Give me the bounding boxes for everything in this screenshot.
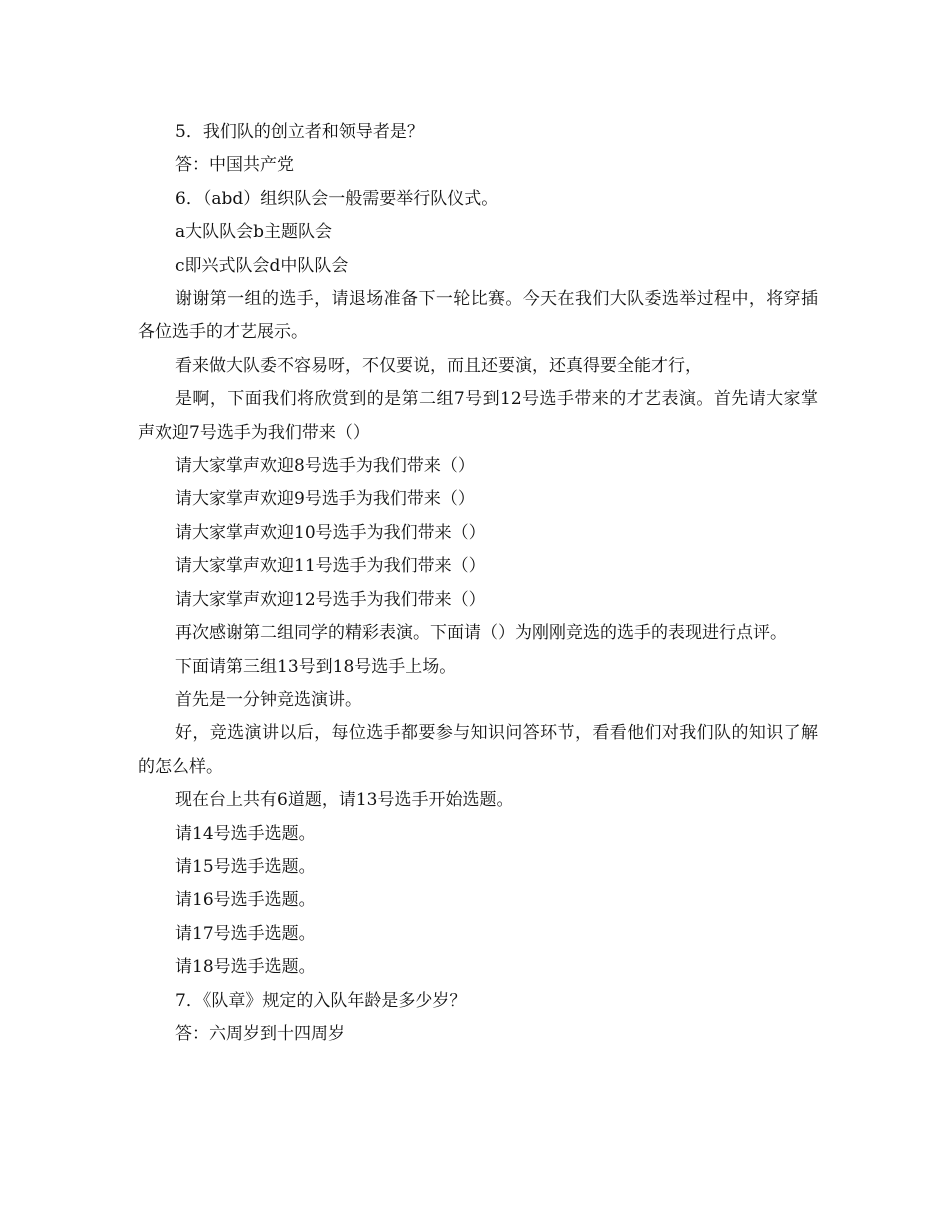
welcome-contestant-10: 请大家掌声欢迎10号选手为我们带来（） [175,522,486,543]
host-line-select-18: 请18号选手选题。 [175,957,316,978]
answer-5: 答：中国共产党 [175,155,294,176]
welcome-contestant-11: 请大家掌声欢迎11号选手为我们带来（） [175,556,486,577]
host-line-select-15: 请15号选手选题。 [175,856,316,877]
host-line-thanks-group-1: 谢谢第一组的选手，请退场准备下一轮比赛。今天在我们大队委选举过程中，将穿插各位选手的才艺展示。 [138,289,818,343]
question-5: 5．我们队的创立者和领导者是？ [175,122,424,142]
option-line-ab: a大队队会b主题队会 [175,222,333,243]
host-line-select-13: 现在台上共有6道题，请13号选手开始选题。 [175,790,514,811]
host-line-group-2-intro: 是啊，下面我们将欣赏到的是第二组7号到12号选手带来的才艺表演。首先请大家掌声欢迎7号选手为我们带来（） [138,389,818,443]
host-line-group-3: 下面请第三组13号到18号选手上场。 [175,656,457,677]
answer-7: 答：六周岁到十四周岁 [175,1023,345,1044]
question-6: 6．（abd）组织队会一般需要举行队仪式。 [175,188,499,209]
document-body [138,116,818,1051]
option-line-cd: c即兴式队会d中队队会 [175,255,349,276]
welcome-contestant-8: 请大家掌声欢迎8号选手为我们带来（） [175,456,475,477]
host-line-speech: 首先是一分钟竞选演讲。 [175,689,362,710]
host-line-all-round: 看来做大队委不容易呀，不仅要说，而且还要演，还真得要全能才行， [175,355,702,376]
host-line-comment: 再次感谢第二组同学的精彩表演。下面请（）为刚刚竞选的选手的表现进行点评。 [175,623,787,644]
host-line-select-16: 请16号选手选题。 [175,890,316,911]
question-7: 7．《队章》规定的入队年龄是多少岁？ [175,990,467,1011]
host-line-select-17: 请17号选手选题。 [175,923,316,944]
host-line-select-14: 请14号选手选题。 [175,823,316,844]
welcome-contestant-9: 请大家掌声欢迎9号选手为我们带来（） [175,489,475,510]
host-line-quiz-intro: 好，竞选演讲以后，每位选手都要参与知识问答环节，看看他们对我们队的知识了解的怎么样。 [138,723,818,777]
welcome-contestant-12: 请大家掌声欢迎12号选手为我们带来（） [175,589,486,610]
